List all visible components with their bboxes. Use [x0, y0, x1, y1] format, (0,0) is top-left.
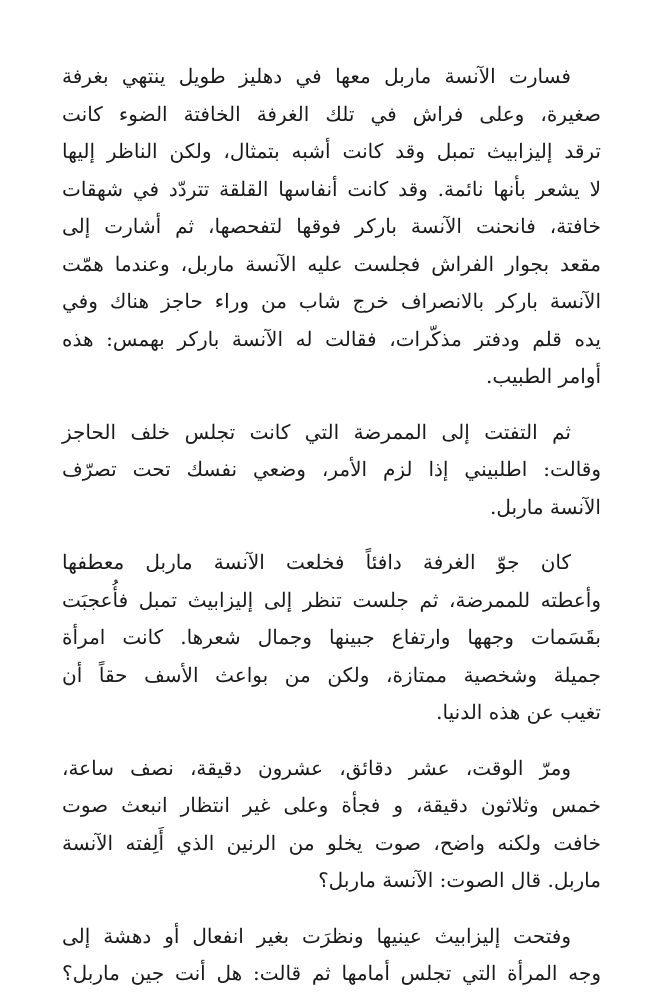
text-line: ومرّ الوقت، عشر دقائق، عشرون دقيقة، نصف ساعة، — [62, 755, 571, 780]
text-line: كان جوّ الغرفة دافئاً فخلعت الآنسة ماربل معطفها — [62, 550, 571, 574]
text-line: فسارت الآنسة ماربل معها في دهليز طويل ينتهي بغرفة — [62, 64, 571, 88]
paragraph-4 — [62, 750, 601, 900]
text-line: الآنسة باركر بالانصراف خرج شاب من وراء حاجز هناك وفي — [62, 289, 602, 313]
paragraph-2 — [62, 414, 601, 527]
text-line: وفتحت إليزابيث عينيها ونظرَت بغير انفعال أو دهشة إلى — [62, 923, 571, 948]
text-line: بقَسَمات وجهها وارتفاع جبينها وجمال شعرها. كانت امرأة — [62, 625, 601, 649]
text-line: وقالت: اطلبيني إذا لزم الأمر، وضعي نفسك تحت تصرّف — [62, 457, 601, 481]
text-line: خمس وثلاثون دقيقة، و فجأة وعلى غير انتظار انبعث صوت — [62, 793, 601, 817]
text-line: ماربل. قال الصوت: الآنسة ماربل؟ — [318, 868, 601, 892]
text-line: خافت ولكنه واضح، صوت يخلو من الرنين الذي أَلِفته الآنسة — [62, 830, 601, 855]
text-line: وأعطته للممرضة، ثم جلست تنظر إلى إليزابيث تمبل فأُعجبَت — [62, 587, 601, 612]
text-line: خافتة، فانحنت الآنسة باركر فوقها لتفحصها، ثم أشارت إلى — [62, 214, 601, 238]
text-line: لا يشعر بأنها نائمة. وقد كانت أنفاسها القلقة تتردّد في شهقات — [62, 176, 601, 201]
text-line: الآنسة ماربل. — [490, 494, 601, 519]
paragraph-5 — [62, 918, 601, 993]
text-line: ثم التفتت إلى الممرضة التي كانت تجلس خلف الحاجز — [62, 419, 571, 444]
paragraph-3 — [62, 544, 601, 732]
text-line: صغيرة، وعلى فراش في تلك الغرفة الخافتة الضوء كانت — [62, 101, 601, 126]
text-line: تغيب عن هذه الدنيا. — [436, 700, 601, 724]
text-line: جميلة وشخصية ممتازة، ولكن من بواعث الأسف حقاً أن — [62, 662, 601, 687]
text-line: ترقد إليزابيث تمبل وقد كانت أشبه بتمثال، ولكن الناظر إليها — [62, 139, 601, 163]
text-line: وجه المرأة التي تجلس أمامها ثم قالت: هل أنت جين ماربل؟ — [62, 961, 601, 985]
paragraph-1 — [62, 58, 601, 396]
text-line: أوامر الطبيب. — [486, 364, 601, 388]
text-line: مقعد بجوار الفراش فجلست عليه الآنسة ماربل، وعندما همّت — [62, 251, 601, 276]
text-line: يده قلم ودفتر مذكّرات، فقالت له الآنسة باركر بهمس: هذه — [62, 326, 601, 351]
